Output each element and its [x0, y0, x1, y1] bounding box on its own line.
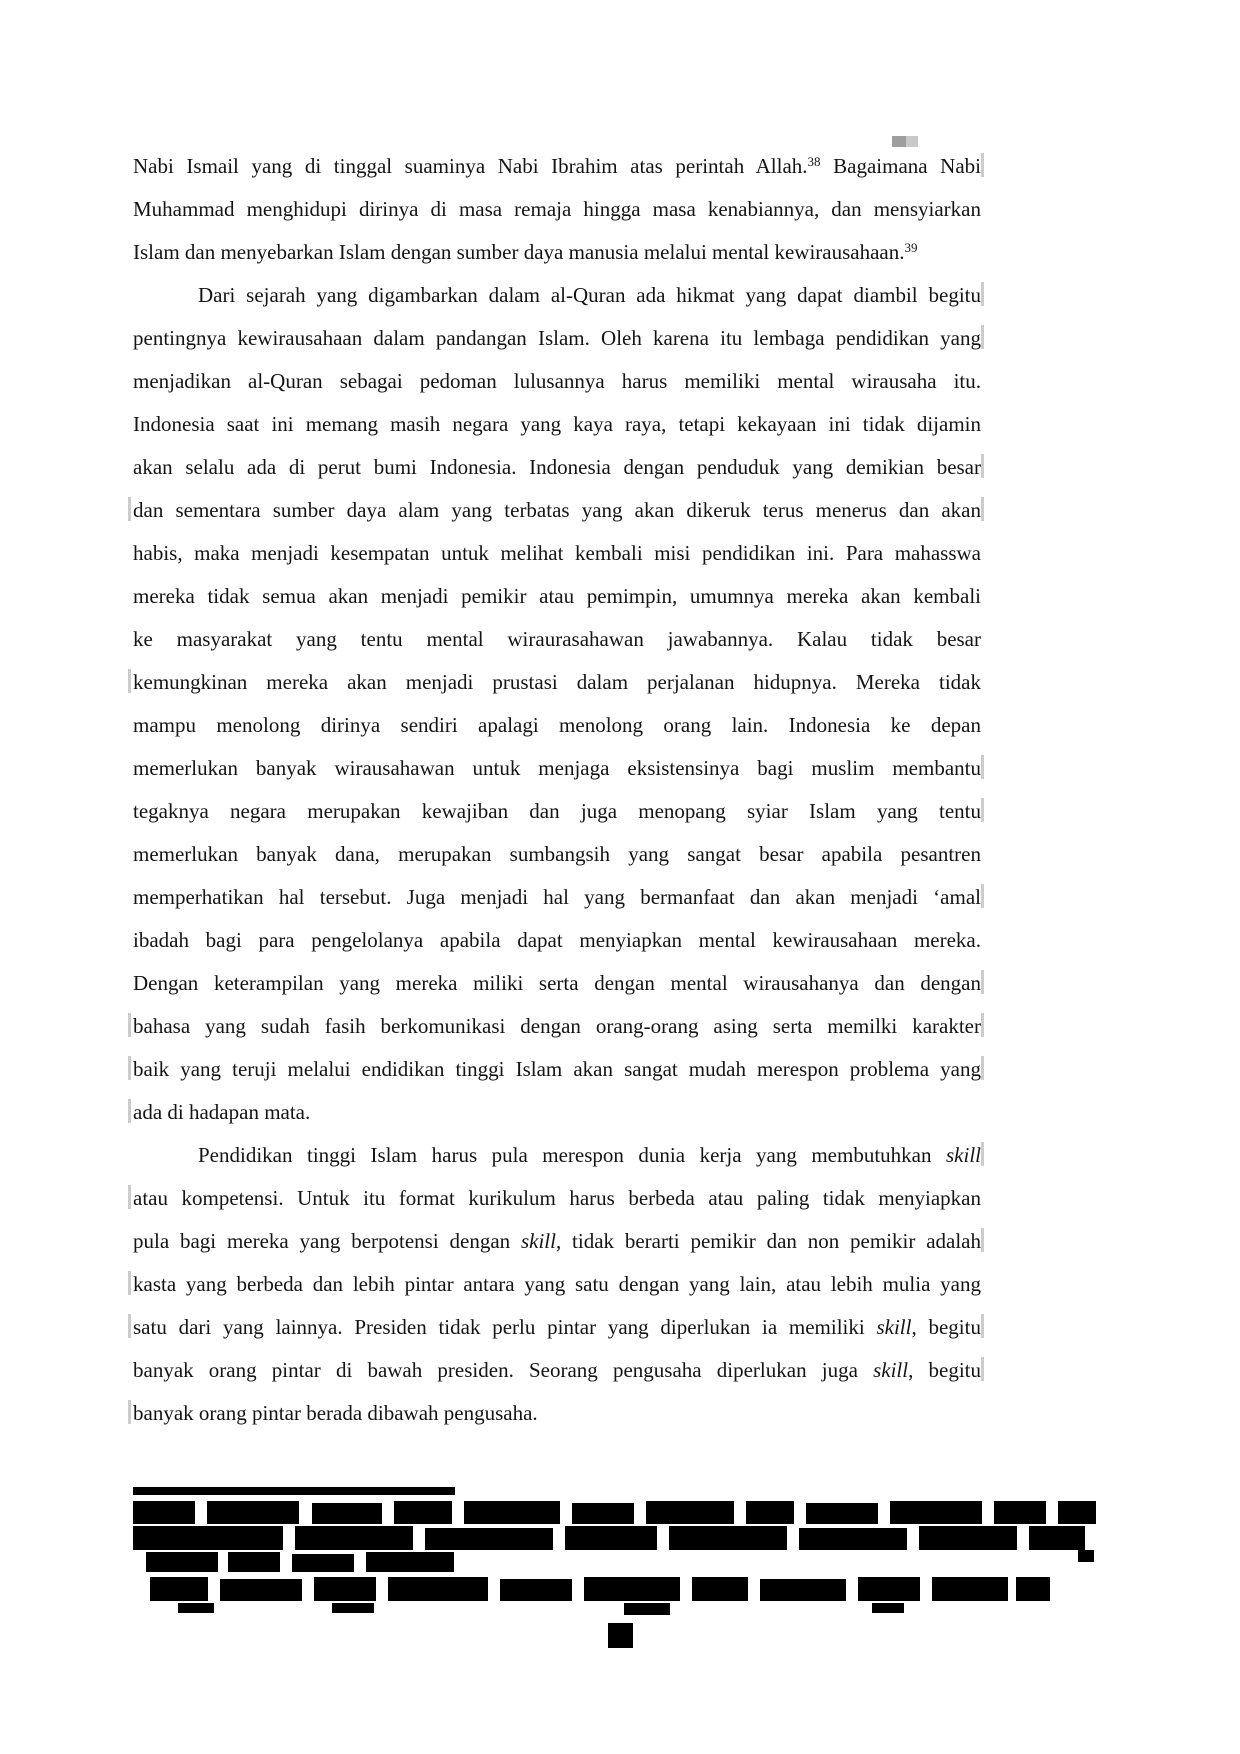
- redacted-footnote-text: [394, 1501, 452, 1524]
- scan-artifact: [981, 884, 984, 908]
- redacted-footnote-text: [312, 1503, 382, 1524]
- text-line: [133, 1349, 981, 1392]
- text-line: [133, 1134, 981, 1177]
- text-run: Bagaimana Nabi: [820, 154, 981, 178]
- emphasized-text: skill: [873, 1358, 909, 1382]
- text-line: [133, 1048, 981, 1091]
- text-line: [133, 1005, 981, 1048]
- scan-artifact: [981, 282, 984, 306]
- emphasized-text: skill: [946, 1143, 981, 1167]
- text-run: akan selalu ada di perut bumi Indonesia. Indonesia dengan penduduk yang demikian besar: [133, 455, 981, 479]
- text-line: [133, 575, 981, 618]
- redacted-footnote-text: [295, 1526, 413, 1550]
- text-run: memerlukan banyak wirausahawan untuk menjaga eksistensinya bagi muslim membantu: [133, 756, 981, 780]
- text-run: , begitu: [908, 1358, 981, 1382]
- text-line: [133, 618, 981, 661]
- text-run: satu dari yang lainnya. Presiden tidak perlu pintar yang diperlukan ia memiliki: [133, 1315, 877, 1339]
- text-run: atau kompetensi. Untuk itu format kurikulum harus berbeda atau paling tidak menyiapkan: [133, 1186, 981, 1210]
- redacted-footnote-text: [806, 1503, 878, 1524]
- redacted-footnote-text: [133, 1501, 195, 1524]
- text-line: [133, 489, 981, 532]
- redacted-footnote-text: [178, 1603, 214, 1613]
- text-run: pentingnya kewirausahaan dalam pandangan Islam. Oleh karena itu lembaga pendidikan yang: [133, 326, 981, 350]
- text-run: baik yang teruji melalui endidikan tinggi Islam akan sangat mudah merespon problema yang: [133, 1057, 981, 1081]
- redacted-footnote-text: [872, 1603, 904, 1613]
- text-line: [133, 145, 981, 188]
- document-body: [133, 145, 981, 1435]
- text-run: ibadah bagi para pengelolanya apabila dapat menyiapkan mental kewirausahaan mereka.: [133, 928, 981, 952]
- redacted-footnote-text: [425, 1528, 553, 1550]
- text-run: Islam dan menyebarkan Islam dengan sumber daya manusia melalui mental kewirausahaan.: [133, 240, 905, 264]
- text-line: [133, 532, 981, 575]
- redacted-footnote-text: [746, 1501, 794, 1524]
- emphasized-text: skill: [876, 1315, 912, 1339]
- text-run: mampu menolong dirinya sendiri apalagi menolong orang lain. Indonesia ke depan: [133, 713, 981, 737]
- text-line: [133, 876, 981, 919]
- text-run: Nabi Ismail yang di tinggal suaminya Nabi Ibrahim atas perintah Allah.: [133, 154, 808, 178]
- scan-artifact: [981, 325, 984, 349]
- text-line: [133, 1263, 981, 1306]
- redacted-footnote-text: [624, 1603, 670, 1615]
- scan-artifact: [128, 1271, 131, 1295]
- scan-artifact: [128, 1056, 131, 1080]
- scan-artifact: [128, 1400, 131, 1424]
- redacted-footnote-text: [646, 1501, 734, 1524]
- text-run: habis, maka menjadi kesempatan untuk melihat kembali misi pendidikan ini. Para mahasswa: [133, 541, 981, 565]
- redacted-footnote-text: [1016, 1577, 1050, 1601]
- scan-artifact: [981, 153, 984, 177]
- text-run: Muhammad menghidupi dirinya di masa remaja hingga masa kenabiannya, dan mensyiarkan: [133, 197, 981, 221]
- scan-artifact: [128, 497, 131, 521]
- redacted-footnote-text: [220, 1579, 302, 1601]
- text-line: [133, 1091, 981, 1134]
- text-run: ada di hadapan mata.: [133, 1100, 311, 1124]
- text-run: , begitu: [911, 1315, 981, 1339]
- scan-artifact: [128, 669, 131, 693]
- redacted-footnote-text: [565, 1526, 657, 1550]
- redacted-footnote-text: [994, 1501, 1046, 1524]
- text-line: [133, 403, 981, 446]
- text-run: ke masyarakat yang tentu mental wiraurasahawan jawabannya. Kalau tidak besar: [133, 627, 981, 651]
- footnote-ref: 39: [904, 239, 918, 255]
- text-run: memperhatikan hal tersebut. Juga menjadi hal yang bermanfaat dan akan menjadi ‘amal: [133, 885, 981, 909]
- scan-artifact: [128, 1099, 131, 1123]
- text-line: [133, 833, 981, 876]
- redacted-footnote-text: [669, 1526, 787, 1550]
- text-run: , tidak berarti pemikir dan non pemikir adalah: [555, 1229, 981, 1253]
- redacted-footnote-text: [464, 1501, 560, 1524]
- scan-artifact-smudge: [906, 136, 918, 147]
- redacted-footnote-text: [1058, 1501, 1096, 1524]
- text-line: [133, 747, 981, 790]
- scan-artifact: [128, 1185, 131, 1209]
- scan-artifact: [981, 1357, 984, 1381]
- redacted-footnote-text: [146, 1552, 218, 1572]
- text-line: [133, 919, 981, 962]
- redacted-footnote-text: [207, 1501, 299, 1524]
- scan-artifact: [981, 755, 984, 779]
- text-run: menjadikan al-Quran sebagai pedoman lulusannya harus memiliki mental wirausaha itu.: [133, 369, 981, 393]
- scan-artifact: [981, 970, 984, 994]
- text-line: [133, 274, 981, 317]
- scan-artifact: [981, 454, 984, 478]
- scan-artifact: [128, 1314, 131, 1338]
- footnote-ref: 38: [807, 153, 821, 169]
- text-run: Pendidikan tinggi Islam harus pula merespon dunia kerja yang membutuhkan: [198, 1143, 946, 1167]
- text-run: memerlukan banyak dana, merupakan sumbangsih yang sangat besar apabila pesantren: [133, 842, 981, 866]
- text-line: [133, 1177, 981, 1220]
- text-run: banyak orang pintar di bawah presiden. Seorang pengusaha diperlukan juga: [133, 1358, 874, 1382]
- text-line: [133, 661, 981, 704]
- text-line: [133, 188, 981, 231]
- scan-artifact: [981, 1228, 984, 1252]
- text-run: kasta yang berbeda dan lebih pintar antara yang satu dengan yang lain, atau lebih mulia yang: [133, 1272, 981, 1296]
- redacted-footnote-text: [919, 1526, 1017, 1550]
- text-line: [133, 704, 981, 747]
- text-line: [133, 360, 981, 403]
- text-run: bahasa yang sudah fasih berkomunikasi dengan orang-orang asing serta memilki karakter: [133, 1014, 981, 1038]
- emphasized-text: skill: [520, 1229, 556, 1253]
- redacted-footnote-text: [332, 1603, 374, 1613]
- scan-artifact: [981, 798, 984, 822]
- text-run: dan sementara sumber daya alam yang terbatas yang akan dikeruk terus menerus dan akan: [133, 498, 981, 522]
- redacted-footnote-text: [228, 1552, 280, 1572]
- text-run: tegaknya negara merupakan kewajiban dan juga menopang syiar Islam yang tentu: [133, 799, 981, 823]
- page-number-redacted: [608, 1623, 633, 1648]
- redacted-footnote-text: [799, 1528, 907, 1550]
- scan-artifact-smudge: [892, 136, 906, 147]
- redacted-footnote-text: [890, 1501, 982, 1524]
- scan-artifact: [981, 1056, 984, 1080]
- redacted-footnote-text: [1078, 1550, 1094, 1562]
- scan-artifact: [981, 1013, 984, 1037]
- text-line: [133, 1220, 981, 1263]
- text-run: banyak orang pintar berada dibawah pengusaha.: [133, 1401, 538, 1425]
- redacted-footnote-text: [314, 1577, 376, 1601]
- redacted-footnote-text: [133, 1526, 283, 1550]
- text-run: mereka tidak semua akan menjadi pemikir atau pemimpin, umumnya mereka akan kembali: [133, 584, 981, 608]
- text-line: [133, 790, 981, 833]
- text-run: Dari sejarah yang digambarkan dalam al-Quran ada hikmat yang dapat diambil begitu: [198, 283, 981, 307]
- scan-artifact: [981, 1142, 984, 1166]
- redacted-footnote-text: [584, 1577, 680, 1601]
- footnote-separator-bar: [133, 1487, 455, 1495]
- text-line: [133, 446, 981, 489]
- text-run: Indonesia saat ini memang masih negara yang kaya raya, tetapi kekayaan ini tidak dijamin: [133, 412, 981, 436]
- redacted-footnote-text: [572, 1503, 634, 1524]
- redacted-footnote-text: [1029, 1526, 1085, 1550]
- scan-artifact: [981, 1314, 984, 1338]
- text-line: [133, 1306, 981, 1349]
- redacted-footnote-text: [292, 1554, 354, 1572]
- redacted-footnote-text: [760, 1579, 846, 1601]
- scan-artifact: [981, 497, 984, 521]
- redacted-footnote-text: [858, 1577, 920, 1601]
- redacted-footnote-text: [500, 1579, 572, 1601]
- text-run: kemungkinan mereka akan menjadi prustasi dalam perjalanan hidupnya. Mereka tidak: [133, 670, 981, 694]
- redacted-footnote-text: [150, 1577, 208, 1601]
- redacted-footnote-text: [692, 1577, 748, 1601]
- redacted-footnote-text: [366, 1552, 454, 1572]
- text-line: [133, 1392, 981, 1435]
- redacted-footnote-text: [388, 1577, 488, 1601]
- redacted-footnote-text: [932, 1577, 1008, 1601]
- text-line: [133, 231, 981, 274]
- text-line: [133, 962, 981, 1005]
- text-run: Dengan keterampilan yang mereka miliki serta dengan mental wirausahanya dan dengan: [133, 971, 981, 995]
- scan-artifact: [128, 1013, 131, 1037]
- text-run: pula bagi mereka yang berpotensi dengan: [133, 1229, 521, 1253]
- text-line: [133, 317, 981, 360]
